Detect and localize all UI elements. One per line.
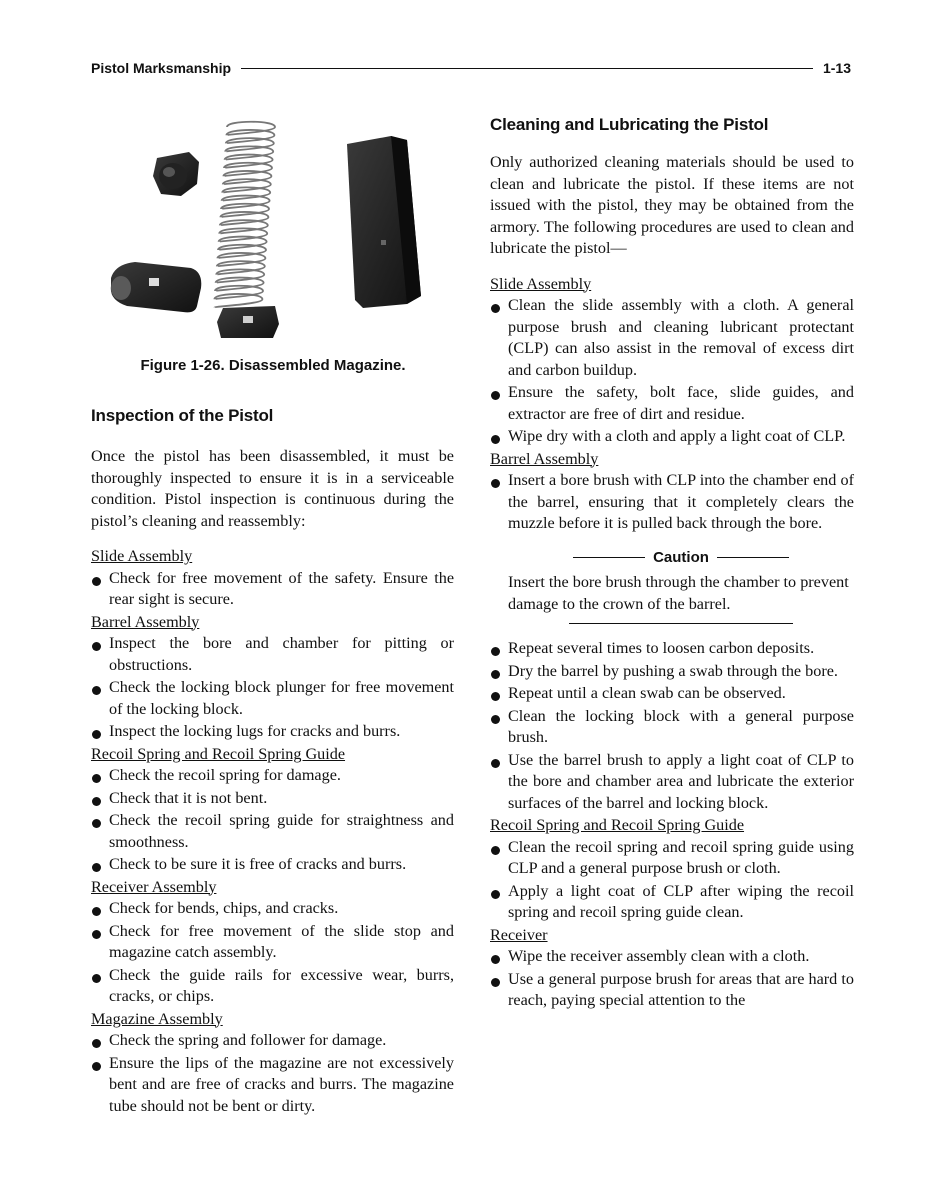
page-number: 1-13 — [822, 60, 851, 76]
left-barrel-list — [91, 633, 454, 743]
list-item: Clean the recoil spring and recoil spring guide using CLP and a general purpose brush or cloth. — [490, 837, 854, 880]
list-item: Check the guide rails for excessive wear, burrs, cracks, or chips. — [91, 965, 454, 1008]
list-item: Apply a light coat of CLP after wiping the recoil spring and recoil spring guide clean. — [490, 881, 854, 924]
header-rule — [241, 68, 813, 69]
magazine-figure — [91, 110, 455, 350]
left-recoil-list — [91, 765, 454, 876]
caution-bottom-rule — [569, 623, 793, 624]
list-item: Check that it is not bent. — [91, 788, 454, 810]
left-column-body — [91, 446, 454, 1118]
follower-part — [153, 152, 199, 196]
list-item: Inspect the bore and chamber for pitting or obstructions. — [91, 633, 454, 676]
inspection-title: Inspection of the Pistol — [91, 406, 274, 425]
list-item: Check for bends, chips, and cracks. — [91, 898, 454, 920]
right-slide-heading: Slide Assembly — [490, 274, 592, 293]
left-magazine-list — [91, 1030, 454, 1117]
list-item: Wipe dry with a cloth and apply a light coat of CLP. — [490, 426, 854, 448]
caution-text: Insert the bore brush through the chamber to prevent damage to the crown of the barrel. — [508, 573, 849, 613]
right-slide-list — [490, 295, 854, 448]
list-item: Inspect the locking lugs for cracks and burrs. — [91, 721, 454, 743]
list-item: Check for free movement of the slide stop and magazine catch assembly. — [91, 921, 454, 964]
list-item: Check the locking block plunger for free movement of the locking block. — [91, 677, 454, 720]
disassembled-magazine-illustration — [91, 110, 455, 350]
right-receiver-heading: Receiver — [490, 925, 548, 944]
list-item: Ensure the lips of the magazine are not excessively bent and are free of cracks and burrs. The magazine tube should not be bent or dirty. — [91, 1053, 454, 1118]
caution-label: Caution — [653, 548, 709, 566]
list-item: Check the spring and follower for damage. — [91, 1030, 454, 1052]
list-item: Dry the barrel by pushing a swab through the bore. — [490, 661, 854, 683]
left-magazine-heading: Magazine Assembly — [91, 1009, 223, 1028]
list-item: Check for free movement of the safety. Ensure the rear sight is secure. — [91, 568, 454, 611]
caution-rule-left — [573, 557, 645, 558]
list-item: Check the recoil spring guide for straightness and smoothness. — [91, 810, 454, 853]
right-barrel-list-b — [490, 638, 854, 814]
right-barrel-heading: Barrel Assembly — [490, 449, 599, 468]
left-slide-list — [91, 568, 454, 611]
spring-part — [214, 122, 275, 308]
list-item: Clean the locking block with a general purpose brush. — [490, 706, 854, 749]
list-item: Wipe the receiver assembly clean with a cloth. — [490, 946, 854, 968]
list-item: Clean the slide assembly with a cloth. A general purpose brush and cleaning lubricant protectant (CLP) can also assist in the removal of excess dirt and carbon buildup. — [490, 295, 854, 381]
left-receiver-heading: Receiver Assembly — [91, 877, 217, 896]
spring-base-part — [217, 306, 279, 338]
right-column-body — [490, 152, 854, 1013]
list-item: Ensure the safety, bolt face, slide guides, and extractor are free of dirt and residue. — [490, 382, 854, 425]
caution-box — [508, 547, 854, 625]
figure-caption: Figure 1-26. Disassembled Magazine. — [140, 357, 406, 374]
page-header — [91, 58, 851, 78]
right-barrel-list-a — [490, 470, 854, 535]
running-title: Pistol Marksmanship — [91, 60, 232, 76]
right-recoil-list — [490, 837, 854, 924]
cleaning-intro: Only authorized cleaning materials should be used to clean and lubricate the pistol. If these items are not issued with the pistol, they may be obtained from the armory. The following procedures are used to clean and lubricate the pistol— — [490, 153, 854, 257]
left-recoil-heading: Recoil Spring and Recoil Spring Guide — [91, 744, 346, 763]
caution-rule-right — [717, 557, 789, 558]
floor-plate-part — [111, 262, 201, 312]
left-slide-heading: Slide Assembly — [91, 547, 193, 565]
list-item: Insert a bore brush with CLP into the chamber end of the barrel, ensuring that it completely clears the muzzle before it is pulled back through the bore. — [490, 470, 854, 535]
list-item: Repeat several times to loosen carbon deposits. — [490, 638, 854, 660]
list-item: Use the barrel brush to apply a light coat of CLP to the bore and chamber area and lubricate the exterior surfaces of the barrel and locking block. — [490, 750, 854, 815]
left-barrel-heading: Barrel Assembly — [91, 612, 200, 631]
list-item: Use a general purpose brush for areas that are hard to reach, paying special attention to the — [490, 969, 854, 1012]
magazine-tube-part — [347, 136, 421, 308]
caution-heading — [508, 547, 854, 569]
left-receiver-list — [91, 898, 454, 1008]
right-receiver-list — [490, 946, 854, 1012]
inspection-intro: Once the pistol has been disassembled, it must be thoroughly inspected to ensure it is in a serviceable condition. Pistol inspection is continuous during the pistol’s cleaning and reassembly: — [91, 447, 454, 530]
list-item: Repeat until a clean swab can be observed. — [490, 683, 854, 705]
right-recoil-heading: Recoil Spring and Recoil Spring Guide — [490, 816, 745, 834]
list-item: Check the recoil spring for damage. — [91, 765, 454, 787]
cleaning-title: Cleaning and Lubricating the Pistol — [490, 115, 769, 134]
list-item: Check to be sure it is free of cracks and burrs. — [91, 854, 454, 876]
